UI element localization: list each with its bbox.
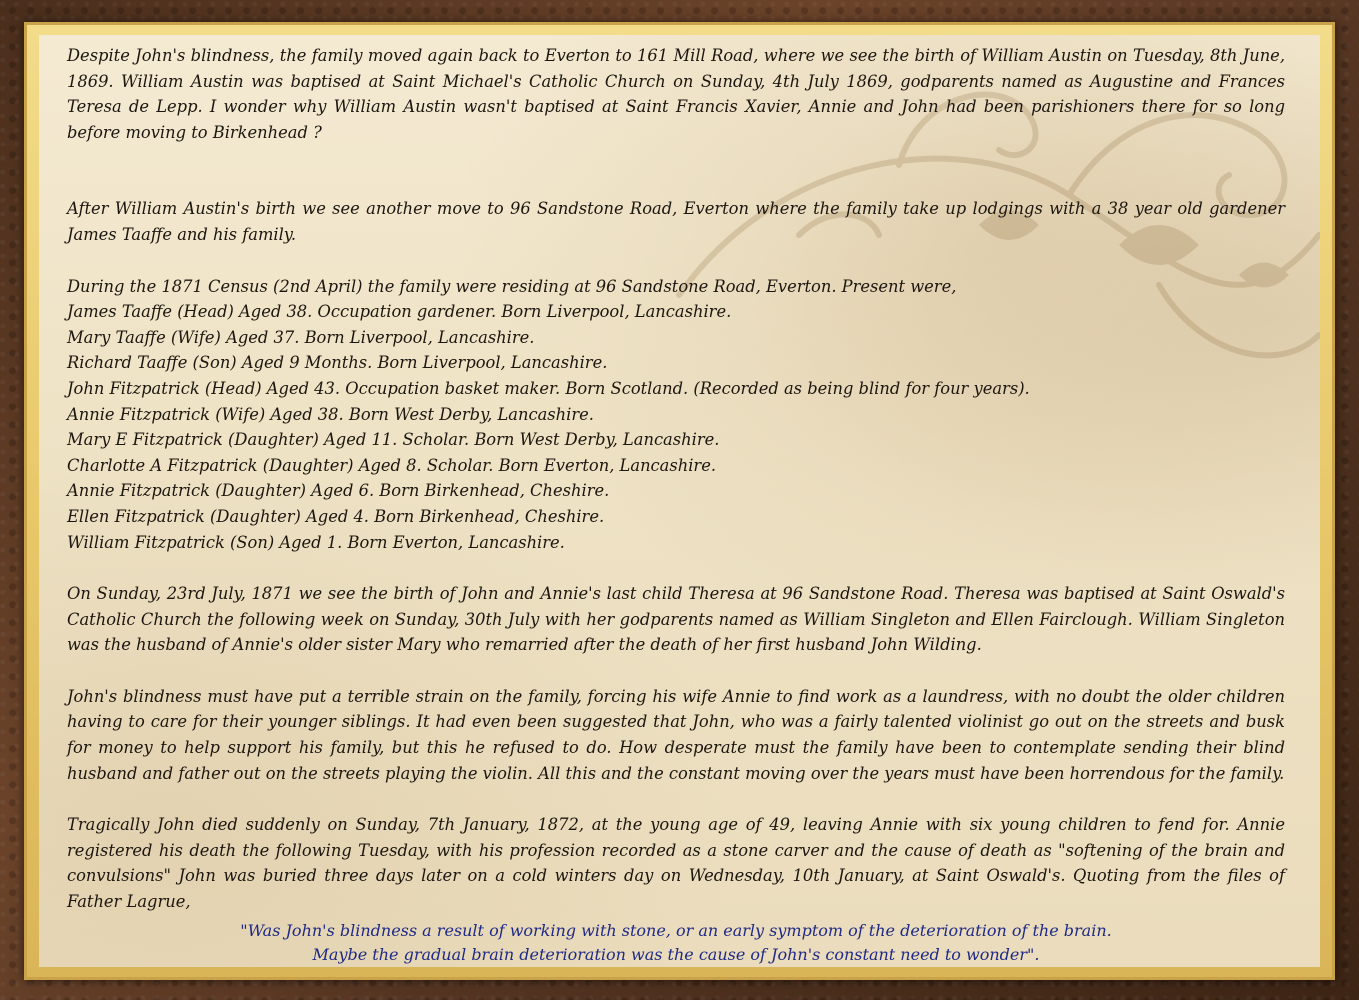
quote-line-1: "Was John's blindness a result of working with stone, or an early symptom of the deterioration of the brain. (240, 920, 1112, 940)
quote-line-2: Maybe the gradual brain deterioration was the cause of John's constant need to wonder". (312, 944, 1040, 964)
census-entry: James Taaffe (Head) Aged 38. Occupation gardener. Born Liverpool, Lancashire. (67, 302, 732, 322)
document-body (67, 43, 1285, 967)
census-entry: Richard Taaffe (Son) Aged 9 Months. Born Liverpool, Lancashire. (67, 353, 608, 373)
census-entry: Ellen Fitzpatrick (Daughter) Aged 4. Born Birkenhead, Cheshire. (67, 506, 605, 526)
census-entry: William Fitzpatrick (Son) Aged 1. Born Everton, Lancashire. (67, 532, 565, 552)
census-entry: Mary Taaffe (Wife) Aged 37. Born Liverpool, Lancashire. (67, 327, 535, 347)
gold-frame (24, 22, 1335, 980)
paragraph-blindness-strain: John's blindness must have put a terrible strain on the family, forcing his wife Annie to find work as a laundress, with no doubt the older children having to care for their younger siblings. It had even been suggested that John, who was a fairly talented violinist go out on the streets and busk for money to help support his family, but this he refused to do. How desperate must the family have been to contemplate sending their blind husband and father out on the streets playing the violin. All this and the constant moving over the years must have been horrendous for the family. (67, 686, 1285, 783)
paragraph-theresa-birth: On Sunday, 23rd July, 1871 we see the birth of John and Annie's last child Theresa at 96 Sandstone Road. Theresa was baptised at Saint Oswald's Catholic Church the following week on Sunday, 30th July with her godparents named as William Singleton and Ellen Fairclough. William Singleton was the husband of Annie's older sister Mary who remarried after the death of her first husband John Wilding. (67, 584, 1285, 655)
quote-block (67, 919, 1285, 967)
census-entry: Mary E Fitzpatrick (Daughter) Aged 11. Scholar. Born West Derby, Lancashire. (67, 430, 720, 450)
census-entry: Charlotte A Fitzpatrick (Daughter) Aged 8. Scholar. Born Everton, Lancashire. (67, 455, 717, 475)
paragraph-john-death: Tragically John died suddenly on Sunday, 7th January, 1872, at the young age of 49, leaving Annie with six young children to fend for. Annie registered his death the following Tuesday, with his profession recorded as a stone carver and the cause of death as "softening of the brain and convulsions" John was buried three days later on a cold winters day on Wednesday, 10th January, at Saint Oswald's. Quoting from the files of Father Lagrue, (67, 815, 1285, 912)
census-entry: John Fitzpatrick (Head) Aged 43. Occupation basket maker. Born Scotland. (Recorded as being blind for four years). (67, 378, 1030, 398)
parchment-page (39, 35, 1320, 967)
census-list (67, 299, 1285, 555)
paragraph-sandstone-road-move: After William Austin's birth we see another move to 96 Sandstone Road, Everton where the family take up lodgings with a 38 year old gardener James Taaffe and his family. (67, 199, 1285, 244)
census-entry: Annie Fitzpatrick (Daughter) Aged 6. Born Birkenhead, Cheshire. (67, 481, 610, 501)
paragraph-william-austin-birth: Despite John's blindness, the family moved again back to Everton to 161 Mill Road, where we see the birth of William Austin on Tuesday, 8th June, 1869. William Austin was baptised at Saint Michael's Catholic Church on Sunday, 4th July 1869, godparents named as Augustine and Frances Teresa de Lepp. I wonder why William Austin wasn't baptised at Saint Francis Xavier, Annie and John had been parishioners there for so long before moving to Birkenhead ? (67, 46, 1285, 142)
census-intro: During the 1871 Census (2nd April) the family were residing at 96 Sandstone Road, Everton. Present were, (67, 276, 957, 296)
census-entry: Annie Fitzpatrick (Wife) Aged 38. Born West Derby, Lancashire. (67, 404, 594, 424)
